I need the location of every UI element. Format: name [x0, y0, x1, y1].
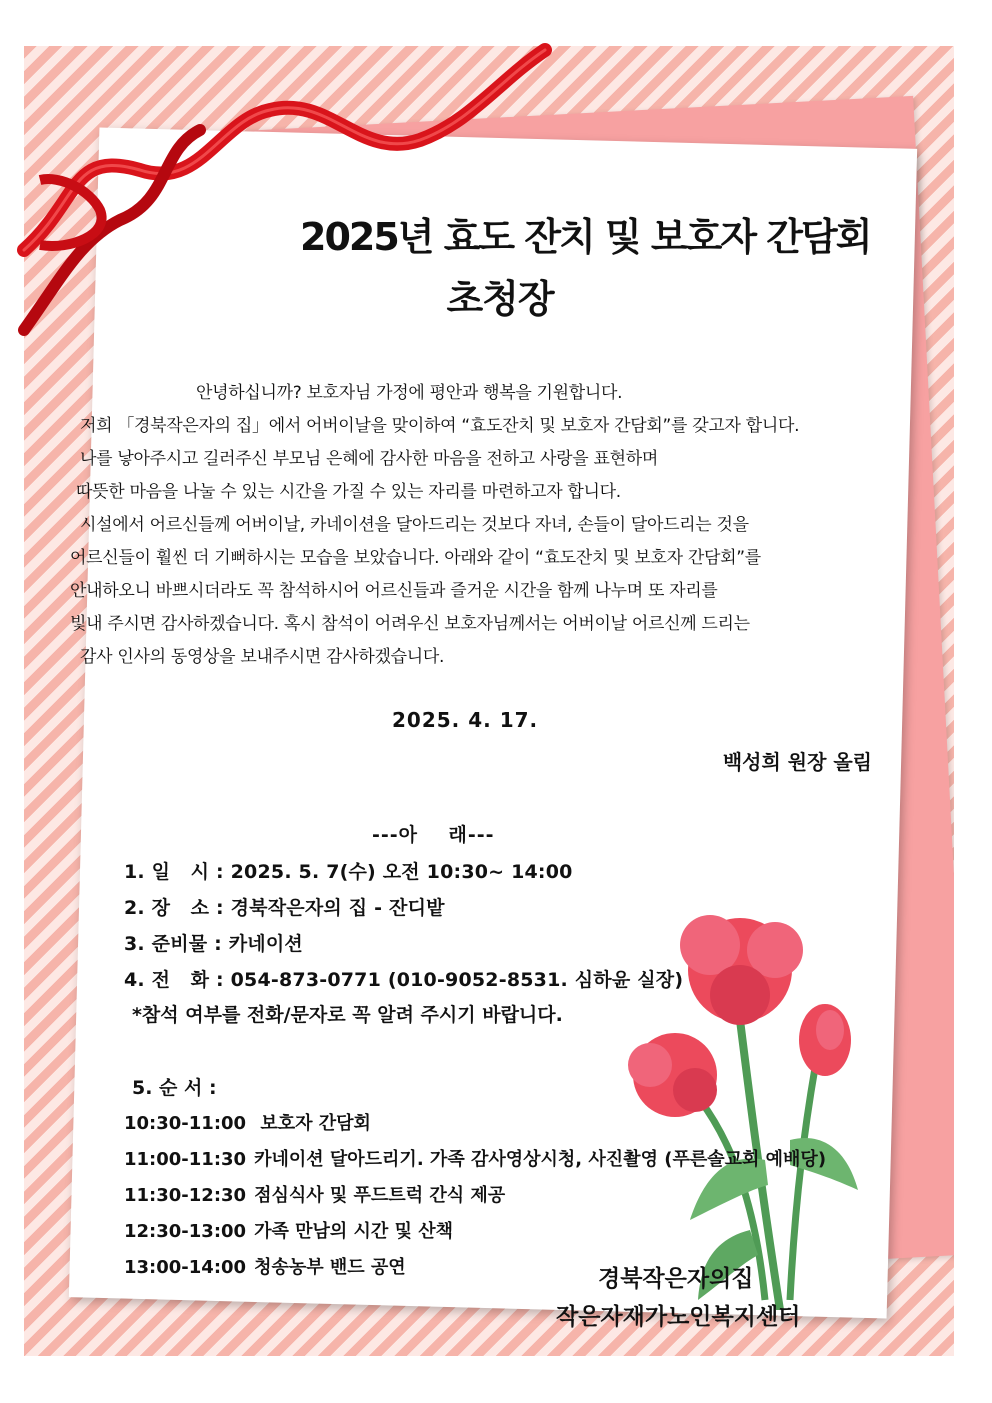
body-line: 어르신들이 훨씬 더 기뻐하시는 모습을 보았습니다. 아래와 같이 “효도잔치 및 보호자 간담회”를: [70, 548, 761, 568]
rsvp-note: *참석 여부를 전화/문자로 꼭 알려 주시기 바랍니다.: [132, 1004, 563, 1026]
page-subtitle: 초청장: [446, 277, 554, 321]
schedule-activity: 보호자 간담회: [254, 1113, 371, 1134]
schedule-item: [124, 1217, 453, 1243]
schedule-time: 10:30-11:00: [124, 1113, 247, 1134]
page-title: 2025년 효도 잔치 및 보호자 간담회: [300, 215, 871, 259]
schedule-item: [124, 1253, 406, 1279]
schedule-item: [124, 1109, 371, 1135]
body-line: 나를 낳아주시고 길러주신 부모님 은혜에 감사한 마음을 전하고 사랑을 표현하며: [80, 449, 658, 469]
body-line: 저희 「경북작은자의 집」에서 어버이날을 맞이하여 “효도잔치 및 보호자 간담회”를 갖고자 합니다.: [80, 416, 800, 436]
schedule-activity: 카네이션 달아드리기. 가족 감사영상시청, 사진촬영 (푸른솔교회 예배당): [254, 1149, 827, 1170]
schedule-time: 11:30-12:30: [124, 1185, 247, 1206]
schedule-time: 12:30-13:00: [124, 1221, 247, 1242]
organization-name: 경북작은자의집: [598, 1266, 754, 1292]
body-line: 감사 인사의 동영상을 보내주시면 감사하겠습니다.: [80, 647, 445, 667]
signature: 백성희 원장 올림: [722, 750, 872, 774]
schedule-time: 13:00-14:00: [124, 1257, 247, 1278]
schedule-activity: 점심식사 및 푸드트럭 간식 제공: [254, 1185, 506, 1206]
detail-location: 2. 장 소 : 경북작은자의 집 - 잔디밭: [124, 897, 445, 919]
schedule-heading: 5. 순 서 :: [132, 1077, 217, 1099]
body-line: 따뜻한 마음을 나눌 수 있는 시간을 가질 수 있는 자리를 마련하고자 합니다.: [76, 482, 621, 502]
notice-heading: ---아 래---: [372, 824, 495, 846]
body-line: 빛내 주시면 감사하겠습니다. 혹시 참석이 어려우신 보호자님께서는 어버이날 어르신께 드리는: [70, 614, 750, 634]
body-line: 안녕하십니까? 보호자님 가정에 평안과 행복을 기원합니다.: [196, 383, 623, 403]
letter-date: 2025. 4. 17.: [392, 708, 539, 732]
schedule-item: [124, 1181, 505, 1207]
detail-datetime: 1. 일 시 : 2025. 5. 7(수) 오전 10:30~ 14:00: [124, 861, 573, 883]
detail-phone: 4. 전 화 : 054-873-0771 (010-9052-8531. 심하윤 실장): [124, 969, 684, 991]
detail-supplies: 3. 준비물 : 카네이션: [124, 933, 303, 955]
organization-center: 작은자재가노인복지센터: [556, 1304, 801, 1330]
body-line: 시설에서 어르신들께 어버이날, 카네이션을 달아드리는 것보다 자녀, 손들이 달아드리는 것을: [80, 515, 749, 535]
schedule-item: [124, 1145, 826, 1171]
schedule-time: 11:00-11:30: [124, 1149, 247, 1170]
body-line: 안내하오니 바쁘시더라도 꼭 참석하시어 어르신들과 즐거운 시간을 함께 나누며 또 자리를: [70, 581, 718, 601]
schedule-activity: 가족 만남의 시간 및 산책: [254, 1221, 454, 1242]
schedule-activity: 청송농부 밴드 공연: [254, 1257, 406, 1278]
